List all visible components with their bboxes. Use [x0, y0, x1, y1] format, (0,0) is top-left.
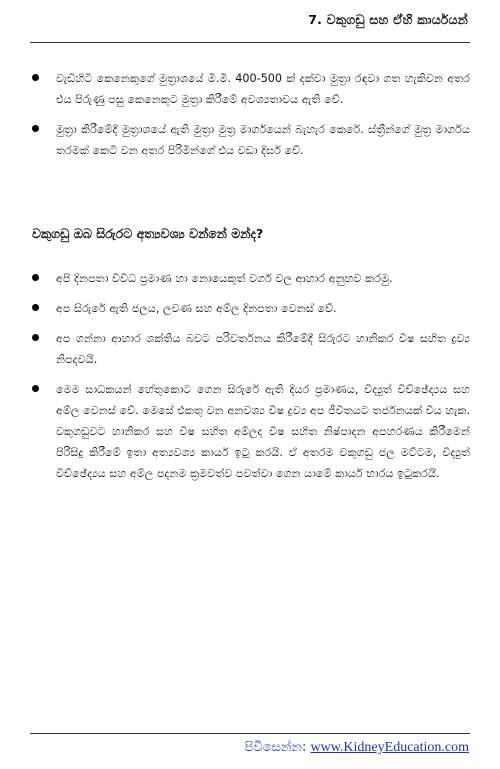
bullet-icon — [32, 385, 39, 392]
bullet-icon — [32, 304, 39, 311]
bullet-icon — [32, 274, 39, 281]
website-link[interactable]: www.KidneyEducation.com — [310, 740, 469, 755]
list-item — [32, 328, 470, 370]
list-item-text: මෙම සාධකයන් හේතුකොට ගෙන සිරුරේ ඇති දියර ප්‍රමාණය, විද්‍යුත් විච්ඡේද්‍යය සහ අම්ල වෙනස් වේ. මෙසේ එකතු වන අනවශ්‍ය විෂ ද්‍රව්‍ය අප ජීවිතයට තර්ජනයක් විය හැක. වකුගඩුවට හානිකර සහ විෂ සහිත අම්ලද විෂ සහිත නිෂ්පාදන අපහරණය කිරීමෙන් පිරිසිදු කිරීමේ ඉතා අත්‍යවශ්‍ය කාර්ය ඉටු කරයි. ඒ අතරම වකුගඩු ජල මට්ටම, විද්‍යුත් විච්ඡේද්‍යය සහ අම්ල පදනම ක්‍රමවත්ව පවත්වා ගෙන යාමේ කාර්ය භාරය ඉටුකරයි. — [56, 383, 470, 480]
footer — [245, 740, 469, 756]
footer-divider — [30, 733, 470, 734]
list-item-text: මුත්‍රා කිරීමේදී මුත්‍රාශයේ ඇති මුත්‍රා මුත්‍ර මාර්ගයෙන් බැහැර කෙරේ. ස්ත්‍රීන්ගේ මුත්‍ර මාර්ගය තරමක් කෙටි වන අතර පිරිමින්ගේ එය වඩා දිර්ඝ වේ. — [56, 123, 470, 157]
list-item — [32, 298, 470, 319]
list-item-text: අප සිරුරේ ඇති ජලය, ලවණ සහ අම්ල දිනපතා වෙනස් වේ. — [56, 302, 337, 315]
bullet-icon — [32, 334, 39, 341]
bullet-icon — [32, 125, 39, 132]
list-item — [32, 119, 470, 161]
header-divider — [30, 42, 470, 43]
list-item — [32, 268, 470, 289]
list-item-text: අප ගන්නා ආහාර ශක්තිය බවට පරිවර්තනය කිරීමේදී සිරුරට හානිකර විෂ සහිත ද්‍රව්‍ය නිපදවයි. — [56, 332, 470, 366]
section1-bullet-list — [32, 68, 470, 161]
section-heading: වකුගඩු ඔබ සිරුරට අත්‍යවශ්‍ය වන්නේ මන්ද? — [32, 226, 264, 241]
list-item-text: අපි දිනපතා විවිධ ප්‍රමාණ හා නොයෙකුත් වර්ග වල ආහාර අනුභව කරමු. — [56, 272, 393, 285]
footer-prefix: පිවිසෙන්න: — [244, 740, 311, 755]
list-item — [32, 379, 470, 484]
bullet-icon — [32, 74, 39, 81]
chapter-title: 7. වකුගඩු සහ ඒහි කාර්යයන් — [308, 12, 468, 27]
list-item-text: වැඩිහිටි කෙනෙකුගේ මුත්‍රාශයේ මි.මි. 400-500 ක් දක්වා මුත්‍රා රඳවා ගත හැකිවන අතර එය පිරුණු පසු කෙනෙකුට මුත්‍රා කිරීමේ අවශ්‍යතාවය ඇති වේ. — [56, 72, 470, 106]
section2-bullet-list — [32, 268, 470, 484]
list-item — [32, 68, 470, 110]
